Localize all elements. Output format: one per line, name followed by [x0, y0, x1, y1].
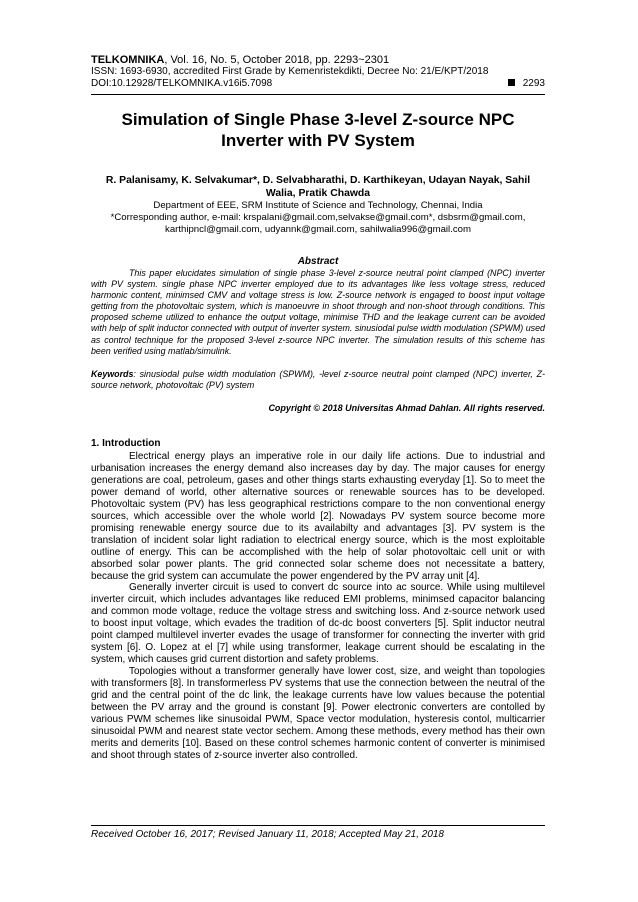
affiliation — [91, 200, 545, 236]
corresponding-author: *Corresponding author, e-mail: krspalani@gmail.com,selvakse@gmail.com*, dsbsrm@gmail.com, — [110, 212, 526, 223]
received-dates: Received October 16, 2017; Revised January 11, 2018; Accepted May 21, 2018 — [91, 829, 444, 840]
journal-line — [91, 54, 545, 66]
body-paragraph: Electrical energy plays an imperative role in our daily life actions. Due to industrial and urbanisation increases the energy demand also increases day by day. The major causes for energy generations are coal, petroleum, gases and other things starts exhausting everyday [1]. So to meet the power demand of world, other alternative sources or renewable sources has to be developed. Photovoltaic system (PV) has less geographical restrictions compare to the non conventional energy sources, which accessible over the whole world [2]. Nowadays PV system source become more promising renewable energy source due to its availabilty and advantages [3]. PV system is the translation of incident solar light radiation to electrical energy source, which is the most exploitable outline of energy. This can be accomplished with the help of solar photovoltaic cell unit or with absorbed solar power plants. The grid connected solar scheme does not necessitate a battery, because the grid system can accumulate the power engendered by the PV array unit [4]. — [91, 451, 545, 582]
section-heading: 1. Introduction — [91, 438, 161, 449]
journal-name: TELKOMNIKA — [91, 54, 165, 66]
abstract-text: This paper elucidates simulation of single phase 3-level z-source neutral point clamped (NPC) inverter with PV system. single phase NPC inverter employed due to its advantages like less voltage stress, reduced harmonic content, minimsed CMV and voltage stress is low. Z-source network is engaged to boost input voltage getting from the photovoltaic system, which is manoeuvre in shoot through and non-shoot through conditions. This proposed scheme utilized to enhance the output voltage, minimise THD and the leakage current can be avoided with help of split inductor connected with output of inverter system. sinusiodal pulse width modulation (SPWM) used as control technique for the proposed 3-level z-source NPC inverter. The simulation results of this scheme has been verified using matlab/simulink. — [91, 268, 545, 356]
keywords-label: Keywords — [91, 369, 134, 379]
volume-info: , Vol. 16, No. 5, October 2018, pp. 2293~2301 — [164, 54, 390, 66]
keywords — [91, 369, 545, 391]
paper-title: Simulation of Single Phase 3-level Z-source NPC Inverter with PV System — [121, 110, 515, 150]
author-emails: karthipncl@gmail.com, udyannk@gmail.com, sahilwalia996@gmail.com — [165, 224, 471, 235]
square-bullet-icon — [508, 79, 515, 86]
running-header — [91, 54, 545, 90]
page-number-text: 2293 — [522, 78, 545, 89]
issn-line: ISSN: 1693-6930, accredited First Grade by Kemenristekdikti, Decree No: 21/E/KPT/2018 — [91, 66, 489, 77]
copyright-notice: Copyright © 2018 Universitas Ahmad Dahlan. All rights reserved. — [268, 403, 545, 413]
footer-rule — [91, 825, 545, 826]
author-list: R. Palanisamy, K. Selvakumar*, D. Selvabharathi, D. Karthikeyan, Udayan Nayak, Sahil Walia, Pratik Chawda — [105, 175, 531, 199]
abstract-heading: Abstract — [297, 256, 339, 267]
doi-line — [91, 78, 545, 90]
keywords-text: : sinusiodal pulse width modulation (SPWM), -level z-source neutral point clamped (NPC) inverter, Z-source network, photovoltaic (PV) system — [91, 369, 545, 391]
body-paragraph: Topologies without a transformer generally have lower cost, size, and weight than topologies with transformers [8]. In transformerless PV systems that use the connection between the neutral of the grid and the central point of the dc link, the leakage currents have low values because the potential between the PV array and the ground is constant [9]. Power electronic converters are contolled by various PWM schemes like sinusoidal PWM, Space vector modulation, hysteresis contol, multicarrier sinusoidal PWM and nearest state vector sechem. Among these methods, every method has their own merits and demerits [10]. Based on these control schemes harmonic content of converter is minimised and shoot through states of z-source inverter also controlled. — [91, 666, 545, 761]
page-number — [508, 78, 545, 90]
doi: DOI:10.12928/TELKOMNIKA.v16i5.7098 — [91, 78, 273, 89]
department: Department of EEE, SRM Institute of Science and Technology, Chennai, India — [153, 200, 483, 211]
section-body — [91, 451, 545, 762]
body-paragraph: Generally inverter circuit is used to convert dc source into ac source. While using multilevel inverter circuit, which includes advantages like reduced EMI problems, minimsed capacitor balancing and common mode voltage, reduce the voltage stress and switching loss. And z-source network used to boost input voltage, which evades the tradition of dc-dc boost converters [5]. Split inductor neutral point clamped multilevel inverter evades the usage of transformer for connecting the inverter with grid system [6]. O. Lopez at el [7] while using transformer, leakage current should be escalating in the system, which causes grid current distortion and safety problems. — [91, 582, 545, 666]
header-rule — [91, 94, 545, 95]
